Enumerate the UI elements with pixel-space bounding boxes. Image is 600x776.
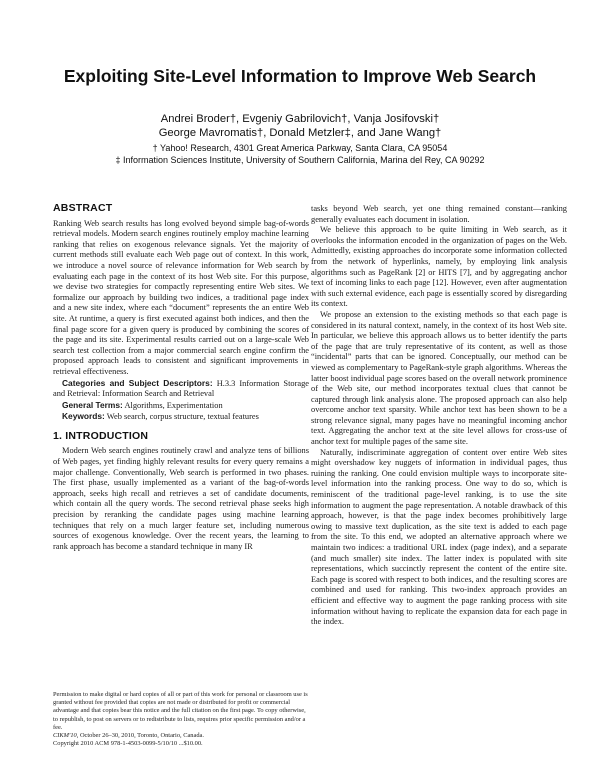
intro-paragraph-continued: tasks beyond Web search, yet one thing remained constant—ranking generally evaluates each document in isolation.	[311, 204, 567, 224]
general-terms-label: General Terms:	[62, 399, 123, 410]
permission-notice: Permission to make digital or hard copies of all or part of this work for personal or classroom use is granted without fee provided that copies are not made or distributed for profit or commercial advantage and that copies bear this notice and the full citation on the first page. To copy otherwise, to republish, to post on servers or to redistribute to lists, requires prior specific permission and/or a fee.	[53, 691, 308, 731]
keywords-text: Web search, corpus structure, textual features	[106, 412, 259, 422]
keywords-label: Keywords:	[62, 411, 105, 422]
categories-text: H.3.3 Information Storage and Retrieval: Information Search and Retrieval	[53, 378, 309, 399]
keywords-line	[53, 411, 309, 423]
author-list	[0, 112, 600, 140]
venue-details: October 26–30, 2010, Toronto, Ontario, Canada.	[78, 732, 204, 740]
intro-paragraph-3: We propose an extension to the existing methods so that each page is considered in its natural context, namely, in the context of its host Web site. In particular, we believe this approach allows us to better identify the parts of the page that are truly representative of its content, as well as those “incidental” parts that can be ignored. Conceptually, our method can be viewed as complementary to PageRank-style graph algorithms. Whereas the latter boost individual page scores based on the overall network prominence of the Web site, our method incorporates textual clues that cannot be captured through link analysis alone. The proposed approach can also help overcome anchor text sparsity. While anchor text has been shown to be a strong relevance signal, many pages have no meaningful incoming anchor text. Aggregating the anchor text at the site level allows for cross-use of anchor text for multiple pages of the same site.	[311, 309, 567, 447]
introduction-heading: 1. INTRODUCTION	[53, 429, 149, 442]
categories-line	[53, 378, 309, 400]
authors-line-2: George Mavromatis†, Donald Metzler‡, and Jane Wang†	[158, 127, 442, 139]
copyright-footnote	[53, 691, 311, 748]
venue-line	[53, 732, 311, 740]
general-terms-text: Algorithms, Experimentation	[124, 400, 223, 410]
left-column	[53, 203, 309, 552]
general-terms-line	[53, 400, 309, 412]
right-column	[311, 204, 567, 628]
categories-label: Categories and Subject Descriptors:	[62, 377, 213, 388]
introduction-paragraph-1: Modern Web search engines routinely crawl and analyze tens of billions of Web pages, yet finding highly relevant results for every query remains a major challenge. Conventionally, Web search is performed in two phases. The first phase, usually implemented as a variant of the bag-of-words approach, seeks high recall and retrieves a set of candidate documents, which contain all the query words. The second retrieval phase seeks high precision by reranking the candidate pages using machine learning techniques that rely on a much larger feature set, including numerous sources of exogenous knowledge. Over the recent years, the learning to rank approach has become a standard technique in many IR	[53, 446, 309, 551]
venue-name: CIKM'10,	[53, 732, 79, 740]
affiliations	[0, 142, 600, 166]
affiliation-yahoo: † Yahoo! Research, 4301 Great America Parkway, Santa Clara, CA 95054	[152, 143, 448, 153]
intro-paragraph-4: Naturally, indiscriminate aggregation of content over entire Web sites might overshadow key nuggets of information in individual pages, thus ruining the ranking. One could envision multiple ways to incorporate site-level information into the ranking process. One way to do so, which is reminiscent of the traditional page-level ranking, is to use the site information to augment the page representation. A notable drawback of this approach, however, is that the page index becomes prohibitively large owing to massive text duplication, as the site text is added to each page from the site. To this end, we adopted an alternative approach where we maintain two indices: a traditional URL index (page index), and a separate (and much smaller) site index. The latter index is populated with site representations, which succinctly represent the content of the entire site. Each page is scored with respect to both indices, and the resulting scores are combined and used for ranking. This two-index approach provides an efficient and effective way to augment the page ranking process with site information without having to replicate the expansion data for each page in the index.	[311, 447, 567, 627]
authors-line-1: Andrei Broder†, Evgeniy Gabrilovich†, Vanja Josifovski†	[160, 113, 440, 125]
paper-title: Exploiting Site-Level Information to Improve Web Search	[63, 66, 537, 86]
copyright-line: Copyright 2010 ACM 978-1-4503-0099-5/10/10 ...$10.00.	[53, 740, 203, 748]
abstract-heading: ABSTRACT	[53, 202, 113, 214]
abstract-text: Ranking Web search results has long evolved beyond simple bag-of-words retrieval models. Modern search engines routinely employ machine learning ranking that relies on exogenous relevance signals. Yet the majority of current methods still evaluate each Web page out of context. In this work, we introduce a novel source of relevance information for Web search by evaluating each page in the context of its host Web site. For this purpose, we devise two strategies for compactly representing entire Web sites. We formalize our approach by building two indices, a traditional page index and a new site index, where each “document” represents the an entire Web site. At runtime, a query is first executed against both indices, and then the final page score for a given query is produced by combining the scores of the page and its site. Experimental results carried out on a large-scale Web search test collection from a major commercial search engine confirm the proposed approach leads to consistent and significant improvements in retrieval effectiveness.	[53, 218, 309, 376]
intro-paragraph-2: We believe this approach to be quite limiting in Web search, as it overlooks the information encoded in the organization of pages on the Web. Admittedly, existing approaches do incorporate some information collected from the network of hyperlinks, namely, by employing link analysis algorithms such as PageRank [2] or HITS [7], and by aggregating anchor text of incoming links to each page [12]. However, even after augmentation with such external evidence, each page is essentially scored by disregarding its context.	[311, 225, 567, 309]
affiliation-isi: ‡ Information Sciences Institute, University of Southern California, Marina del Rey, CA 90292	[115, 155, 485, 165]
